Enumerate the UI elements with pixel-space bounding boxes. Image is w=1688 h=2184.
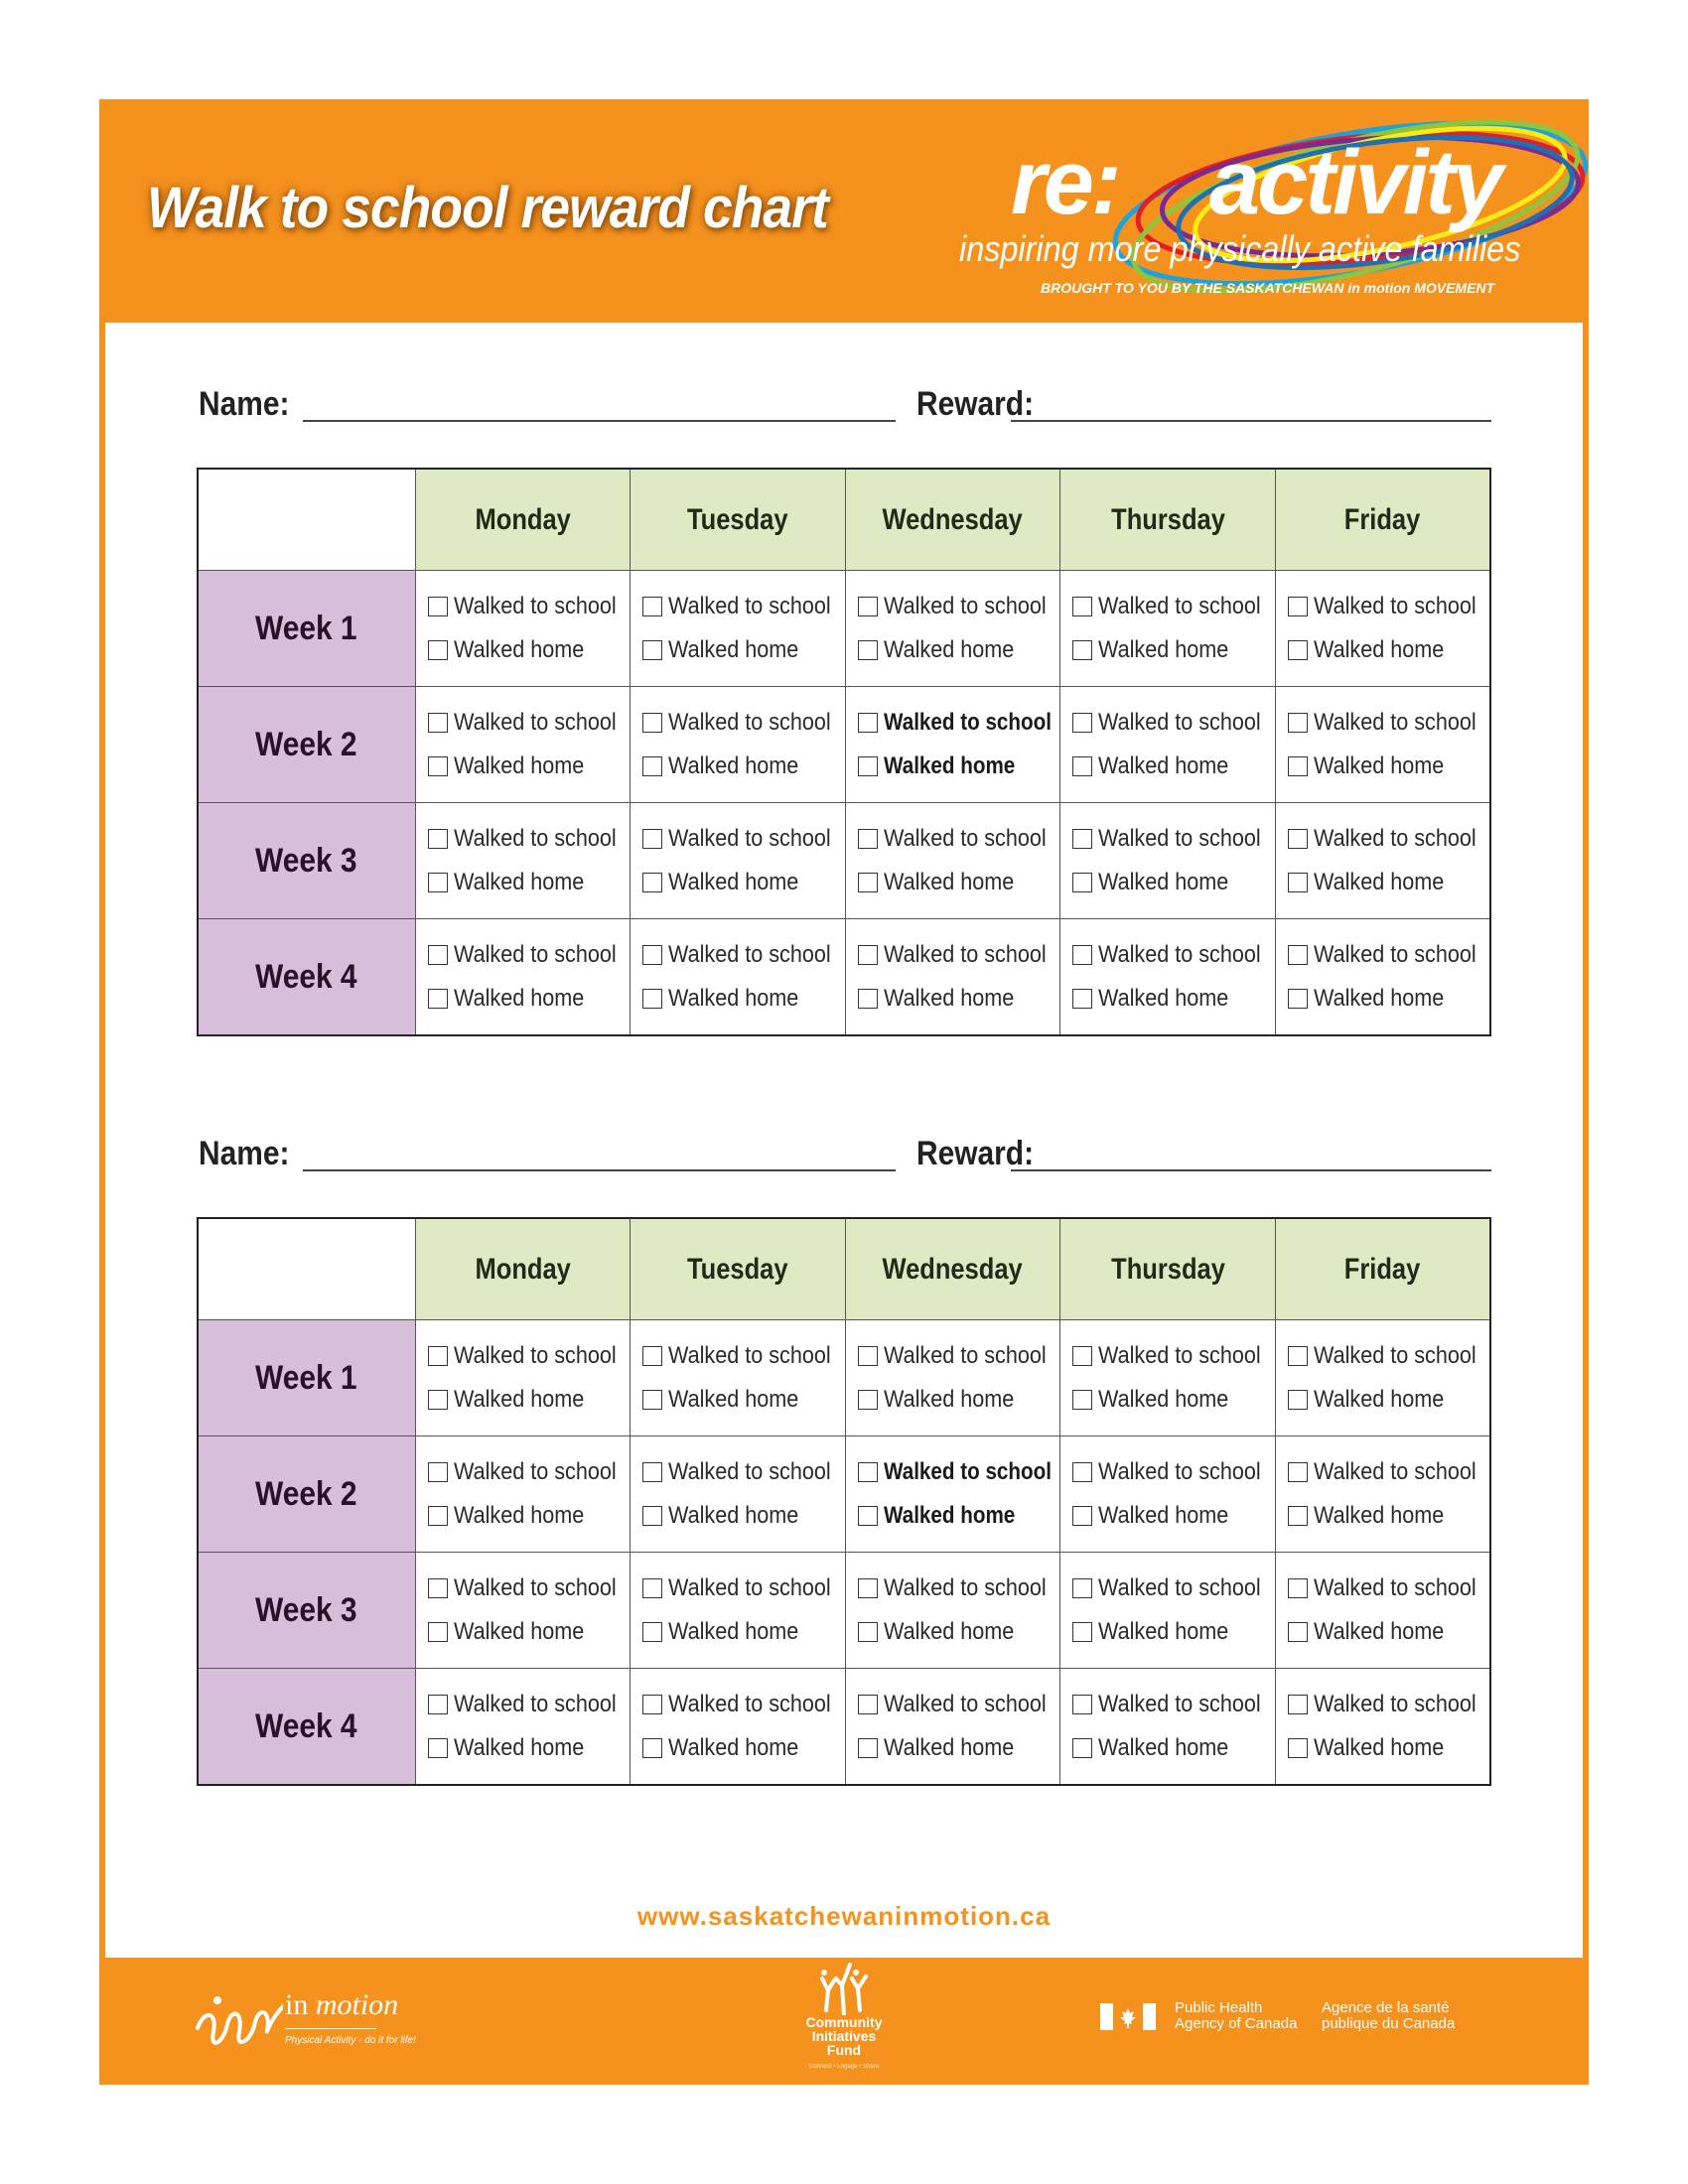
website-link[interactable]: www.saskatchewaninmotion.ca xyxy=(636,1901,1052,1931)
week-label-3: Week 3 xyxy=(198,1553,415,1669)
day-header-tuesday: Tuesday xyxy=(631,1218,846,1320)
checkbox-icon[interactable] xyxy=(1288,1346,1308,1366)
table-row xyxy=(198,1553,1490,1669)
walked-home-checkbox[interactable]: Walked home xyxy=(416,1494,631,1538)
day-cell xyxy=(631,1553,846,1669)
walked-home-checkbox[interactable]: Walked home xyxy=(1060,1494,1275,1538)
walked-to-school-checkbox[interactable]: Walked to school xyxy=(631,1334,845,1378)
walked-home-checkbox[interactable]: Walked home xyxy=(631,1494,845,1538)
day-cell xyxy=(415,571,631,687)
walked-to-school-checkbox[interactable]: Walked to school xyxy=(1276,933,1489,977)
walked-home-checkbox[interactable]: Walked home xyxy=(1276,1726,1489,1770)
walked-to-school-checkbox[interactable]: Walked to school xyxy=(846,817,1060,861)
walked-home-checkbox[interactable]: Walked home xyxy=(846,861,1060,904)
walked-to-school-checkbox[interactable]: Walked to school xyxy=(1060,1683,1275,1726)
checkbox-icon[interactable] xyxy=(1288,1695,1308,1714)
table-row xyxy=(198,687,1490,803)
walked-to-school-checkbox[interactable]: Walked to school xyxy=(1060,933,1275,977)
checkbox-icon[interactable] xyxy=(858,1462,878,1482)
phac-english-name: Public Health Agency of Canada xyxy=(1175,1999,1298,2032)
walked-home-checkbox[interactable]: Walked home xyxy=(1276,861,1489,904)
checkbox-icon[interactable] xyxy=(858,873,878,892)
people-figures-icon xyxy=(814,1961,874,2015)
walked-home-checkbox[interactable]: Walked home xyxy=(1276,1378,1489,1422)
walked-to-school-checkbox[interactable]: Walked to school xyxy=(1060,585,1275,628)
day-cell xyxy=(631,919,846,1036)
day-cell xyxy=(845,803,1060,919)
checkbox-icon[interactable] xyxy=(428,640,448,660)
walked-to-school-checkbox[interactable]: Walked to school xyxy=(1060,701,1275,745)
checkbox-icon[interactable] xyxy=(642,945,662,965)
day-cell xyxy=(631,687,846,803)
day-cell xyxy=(1060,1669,1276,1786)
checkbox-icon[interactable] xyxy=(1288,1462,1308,1482)
in-motion-tagline: Physical Activity - do it for life! xyxy=(285,2035,416,2046)
checkbox-icon[interactable] xyxy=(642,1390,662,1410)
checkbox-icon[interactable] xyxy=(642,1738,662,1758)
checkbox-icon[interactable] xyxy=(858,1346,878,1366)
day-cell xyxy=(845,571,1060,687)
checkbox-icon[interactable] xyxy=(428,1390,448,1410)
checkbox-icon[interactable] xyxy=(1072,1578,1092,1598)
checkbox-icon[interactable] xyxy=(858,1578,878,1598)
checkbox-icon[interactable] xyxy=(1288,756,1308,776)
walked-to-school-checkbox[interactable]: Walked to school xyxy=(631,1567,845,1610)
checkbox-icon[interactable] xyxy=(1072,1738,1092,1758)
walked-home-checkbox[interactable]: Walked home xyxy=(416,1378,631,1422)
day-cell xyxy=(1275,687,1490,803)
brand-subtitle: BROUGHT TO YOU BY THE SASKATCHEWAN in motion MOVEMENT xyxy=(1041,280,1495,296)
walked-to-school-checkbox[interactable]: Walked to school xyxy=(1276,701,1489,745)
walked-to-school-checkbox[interactable]: Walked to school xyxy=(416,1683,631,1726)
checkbox-icon[interactable] xyxy=(642,1462,662,1482)
reward-chart-table-2 xyxy=(197,1217,1491,1786)
week-label-2: Week 2 xyxy=(198,687,415,803)
walked-home-checkbox[interactable]: Walked home xyxy=(1060,861,1275,904)
week-label-4: Week 4 xyxy=(198,1669,415,1786)
day-cell xyxy=(415,1669,631,1786)
walked-to-school-checkbox[interactable]: Walked to school xyxy=(846,933,1060,977)
walked-home-checkbox[interactable]: Walked home xyxy=(846,1610,1060,1654)
walked-to-school-checkbox[interactable]: Walked to school xyxy=(846,1683,1060,1726)
checkbox-icon[interactable] xyxy=(1072,945,1092,965)
day-header-thursday: Thursday xyxy=(1060,469,1276,571)
brand-re: re: xyxy=(1011,132,1119,233)
day-cell xyxy=(1060,687,1276,803)
public-health-agency-logo xyxy=(1100,2000,1497,2040)
walked-to-school-checkbox[interactable]: Walked to school xyxy=(416,1567,631,1610)
walked-home-checkbox[interactable]: Walked home xyxy=(631,1726,845,1770)
walked-to-school-checkbox[interactable]: Walked to school xyxy=(416,701,631,745)
checkbox-icon[interactable] xyxy=(1072,1462,1092,1482)
day-cell xyxy=(631,1320,846,1436)
checkbox-icon[interactable] xyxy=(642,1622,662,1642)
walked-to-school-checkbox[interactable]: Walked to school xyxy=(631,585,845,628)
brand-activity: activity xyxy=(1209,132,1501,233)
checkbox-icon[interactable] xyxy=(1288,873,1308,892)
checkbox-icon[interactable] xyxy=(428,829,448,849)
week-label-3: Week 3 xyxy=(198,803,415,919)
table-row xyxy=(198,803,1490,919)
walked-home-checkbox[interactable]: Walked home xyxy=(846,745,1060,788)
walked-home-checkbox[interactable]: Walked home xyxy=(416,745,631,788)
walked-home-checkbox[interactable]: Walked home xyxy=(1060,1726,1275,1770)
checkbox-icon[interactable] xyxy=(1288,1578,1308,1598)
day-cell xyxy=(415,1436,631,1553)
day-header-wednesday: Wednesday xyxy=(845,1218,1060,1320)
day-cell xyxy=(631,571,846,687)
walked-home-checkbox[interactable]: Walked home xyxy=(1276,977,1489,1021)
day-cell xyxy=(1275,919,1490,1036)
walked-home-checkbox[interactable]: Walked home xyxy=(1060,1610,1275,1654)
day-cell xyxy=(1060,1320,1276,1436)
checkbox-icon[interactable] xyxy=(428,1346,448,1366)
community-initiatives-fund-logo xyxy=(789,1961,899,2080)
checkbox-icon[interactable] xyxy=(858,597,878,616)
checkbox-icon[interactable] xyxy=(858,1695,878,1714)
checkbox-icon[interactable] xyxy=(1288,1390,1308,1410)
walked-home-checkbox[interactable]: Walked home xyxy=(1060,977,1275,1021)
walked-to-school-checkbox[interactable]: Walked to school xyxy=(846,701,1060,745)
checkbox-icon[interactable] xyxy=(428,1578,448,1598)
checkbox-icon[interactable] xyxy=(1072,713,1092,733)
form2-fields xyxy=(199,1132,1491,1181)
walked-home-checkbox[interactable]: Walked home xyxy=(631,977,845,1021)
checkbox-icon[interactable] xyxy=(1072,989,1092,1009)
checkbox-icon[interactable] xyxy=(1288,829,1308,849)
name-label: Name: xyxy=(199,385,290,423)
walked-to-school-checkbox[interactable]: Walked to school xyxy=(1060,817,1275,861)
walked-to-school-checkbox[interactable]: Walked to school xyxy=(1276,1567,1489,1610)
day-cell xyxy=(631,1669,846,1786)
reward-chart-table-1 xyxy=(197,468,1491,1036)
checkbox-icon[interactable] xyxy=(858,713,878,733)
checkbox-icon[interactable] xyxy=(642,873,662,892)
walked-home-checkbox[interactable]: Walked home xyxy=(1276,1494,1489,1538)
day-cell xyxy=(1275,1553,1490,1669)
walked-home-checkbox[interactable]: Walked home xyxy=(416,628,631,672)
re-activity-logo xyxy=(933,99,1589,323)
checkbox-icon[interactable] xyxy=(428,756,448,776)
walked-to-school-checkbox[interactable]: Walked to school xyxy=(416,585,631,628)
name-line-field[interactable] xyxy=(303,1169,896,1171)
walked-home-checkbox[interactable]: Walked home xyxy=(1060,1378,1275,1422)
checkbox-icon[interactable] xyxy=(428,1695,448,1714)
checkbox-icon[interactable] xyxy=(1288,713,1308,733)
checkbox-icon[interactable] xyxy=(858,945,878,965)
day-cell xyxy=(1060,803,1276,919)
day-header-tuesday: Tuesday xyxy=(631,469,846,571)
checkbox-icon[interactable] xyxy=(428,945,448,965)
checkbox-icon[interactable] xyxy=(642,1695,662,1714)
checkbox-icon[interactable] xyxy=(428,873,448,892)
walked-home-checkbox[interactable]: Walked home xyxy=(1060,628,1275,672)
walked-to-school-checkbox[interactable]: Walked to school xyxy=(846,1567,1060,1610)
walked-home-checkbox[interactable]: Walked home xyxy=(416,1726,631,1770)
walked-home-checkbox[interactable]: Walked home xyxy=(846,628,1060,672)
cif-name: Community Initiatives Fund xyxy=(805,2014,883,2058)
table-row xyxy=(198,571,1490,687)
checkbox-icon[interactable] xyxy=(642,1346,662,1366)
walked-home-checkbox[interactable]: Walked home xyxy=(416,1610,631,1654)
walked-to-school-checkbox[interactable]: Walked to school xyxy=(846,1450,1060,1494)
day-cell xyxy=(1275,1436,1490,1553)
walked-home-checkbox[interactable]: Walked home xyxy=(846,977,1060,1021)
walked-home-checkbox[interactable]: Walked home xyxy=(631,1378,845,1422)
walked-home-checkbox[interactable]: Walked home xyxy=(631,861,845,904)
walked-to-school-checkbox[interactable]: Walked to school xyxy=(1060,1450,1275,1494)
divider xyxy=(285,2028,376,2029)
reward-line-field[interactable] xyxy=(1011,420,1491,422)
checkbox-icon[interactable] xyxy=(858,1506,878,1526)
checkbox-icon[interactable] xyxy=(1288,1622,1308,1642)
checkbox-icon[interactable] xyxy=(1288,597,1308,616)
day-header-wednesday: Wednesday xyxy=(845,469,1060,571)
walked-to-school-checkbox[interactable]: Walked to school xyxy=(416,933,631,977)
day-header-friday: Friday xyxy=(1275,1218,1490,1320)
checkbox-icon[interactable] xyxy=(642,597,662,616)
checkbox-icon[interactable] xyxy=(642,640,662,660)
day-cell xyxy=(1275,571,1490,687)
day-cell xyxy=(1275,1320,1490,1436)
walked-home-checkbox[interactable]: Walked home xyxy=(1276,1610,1489,1654)
header-row xyxy=(198,469,1490,571)
walked-home-checkbox[interactable]: Walked home xyxy=(416,861,631,904)
form1-fields xyxy=(199,382,1491,432)
checkbox-icon[interactable] xyxy=(1072,1622,1092,1642)
walked-to-school-checkbox[interactable]: Walked to school xyxy=(1060,1334,1275,1378)
checkbox-icon[interactable] xyxy=(858,1738,878,1758)
checkbox-icon[interactable] xyxy=(642,1578,662,1598)
canada-flag-icon xyxy=(1100,2003,1156,2030)
walked-to-school-checkbox[interactable]: Walked to school xyxy=(1060,1567,1275,1610)
checkbox-icon[interactable] xyxy=(858,756,878,776)
in-motion-wordmark: in motion xyxy=(285,1988,399,2021)
table-row xyxy=(198,1436,1490,1553)
walked-to-school-checkbox[interactable]: Walked to school xyxy=(631,933,845,977)
walked-home-checkbox[interactable]: Walked home xyxy=(846,1378,1060,1422)
checkbox-icon[interactable] xyxy=(858,989,878,1009)
page-title: Walk to school reward chart xyxy=(147,176,828,240)
walked-to-school-checkbox[interactable]: Walked to school xyxy=(1276,1683,1489,1726)
walked-home-checkbox[interactable]: Walked home xyxy=(631,628,845,672)
name-line-field[interactable] xyxy=(303,420,896,422)
day-cell xyxy=(415,803,631,919)
week-label-4: Week 4 xyxy=(198,919,415,1036)
in-motion-logo xyxy=(194,1980,432,2060)
day-cell xyxy=(1060,1436,1276,1553)
walked-home-checkbox[interactable]: Walked home xyxy=(631,1610,845,1654)
corner-cell xyxy=(198,1218,415,1320)
day-cell xyxy=(415,687,631,803)
day-header-monday: Monday xyxy=(415,469,631,571)
week-label-2: Week 2 xyxy=(198,1436,415,1553)
day-cell xyxy=(845,1320,1060,1436)
walked-to-school-checkbox[interactable]: Walked to school xyxy=(1276,1334,1489,1378)
checkbox-icon[interactable] xyxy=(1072,640,1092,660)
table-row xyxy=(198,1320,1490,1436)
name-label: Name: xyxy=(199,1135,290,1172)
checkbox-icon[interactable] xyxy=(428,1462,448,1482)
walked-to-school-checkbox[interactable]: Walked to school xyxy=(631,817,845,861)
walked-home-checkbox[interactable]: Walked home xyxy=(631,745,845,788)
table-row xyxy=(198,919,1490,1036)
checkbox-icon[interactable] xyxy=(1072,1506,1092,1526)
walked-home-checkbox[interactable]: Walked home xyxy=(1276,745,1489,788)
checkbox-icon[interactable] xyxy=(428,989,448,1009)
checkbox-icon[interactable] xyxy=(1288,640,1308,660)
header-row xyxy=(198,1218,1490,1320)
corner-cell xyxy=(198,469,415,571)
walked-to-school-checkbox[interactable]: Walked to school xyxy=(1276,585,1489,628)
checkbox-icon[interactable] xyxy=(428,1738,448,1758)
walked-to-school-checkbox[interactable]: Walked to school xyxy=(1276,817,1489,861)
reward-line-field[interactable] xyxy=(1011,1169,1491,1171)
walked-to-school-checkbox[interactable]: Walked to school xyxy=(631,701,845,745)
day-cell xyxy=(845,919,1060,1036)
checkbox-icon[interactable] xyxy=(1288,1506,1308,1526)
walked-to-school-checkbox[interactable]: Walked to school xyxy=(416,1450,631,1494)
walked-home-checkbox[interactable]: Walked home xyxy=(416,977,631,1021)
checkbox-icon[interactable] xyxy=(1072,756,1092,776)
checkbox-icon[interactable] xyxy=(1072,1390,1092,1410)
checkbox-icon[interactable] xyxy=(428,1506,448,1526)
week-label-1: Week 1 xyxy=(198,571,415,687)
day-cell xyxy=(1060,1553,1276,1669)
walked-to-school-checkbox[interactable]: Walked to school xyxy=(631,1683,845,1726)
walked-to-school-checkbox[interactable]: Walked to school xyxy=(846,585,1060,628)
day-cell xyxy=(415,1320,631,1436)
checkbox-icon[interactable] xyxy=(1072,1695,1092,1714)
day-cell xyxy=(1060,571,1276,687)
walked-home-checkbox[interactable]: Walked home xyxy=(1276,628,1489,672)
checkbox-icon[interactable] xyxy=(1288,945,1308,965)
checkbox-icon[interactable] xyxy=(428,597,448,616)
walked-home-checkbox[interactable]: Walked home xyxy=(846,1726,1060,1770)
checkbox-icon[interactable] xyxy=(858,1390,878,1410)
day-cell xyxy=(845,687,1060,803)
walked-home-checkbox[interactable]: Walked home xyxy=(846,1494,1060,1538)
day-header-thursday: Thursday xyxy=(1060,1218,1276,1320)
checkbox-icon[interactable] xyxy=(858,1622,878,1642)
reward-label: Reward: xyxy=(916,385,1035,423)
checkbox-icon[interactable] xyxy=(1288,1738,1308,1758)
walked-to-school-checkbox[interactable]: Walked to school xyxy=(631,1450,845,1494)
checkbox-icon[interactable] xyxy=(1072,873,1092,892)
checkbox-icon[interactable] xyxy=(642,713,662,733)
checkbox-icon[interactable] xyxy=(1072,597,1092,616)
week-label-1: Week 1 xyxy=(198,1320,415,1436)
checkbox-icon[interactable] xyxy=(858,640,878,660)
checkbox-icon[interactable] xyxy=(428,1622,448,1642)
in-motion-swirl-icon xyxy=(194,1980,283,2055)
day-header-monday: Monday xyxy=(415,1218,631,1320)
checkbox-icon[interactable] xyxy=(858,829,878,849)
day-header-friday: Friday xyxy=(1275,469,1490,571)
walked-to-school-checkbox[interactable]: Walked to school xyxy=(846,1334,1060,1378)
day-cell xyxy=(845,1436,1060,1553)
cif-tagline: Connect • Engage • Share xyxy=(809,2064,879,2070)
walked-to-school-checkbox[interactable]: Walked to school xyxy=(1276,1450,1489,1494)
checkbox-icon[interactable] xyxy=(1288,989,1308,1009)
brand-tagline: inspiring more physically active families xyxy=(959,228,1521,269)
day-cell xyxy=(845,1669,1060,1786)
checkbox-icon[interactable] xyxy=(1072,829,1092,849)
checkbox-icon[interactable] xyxy=(642,989,662,1009)
day-cell xyxy=(1060,919,1276,1036)
checkbox-icon[interactable] xyxy=(1072,1346,1092,1366)
checkbox-icon[interactable] xyxy=(642,1506,662,1526)
day-cell xyxy=(1275,1669,1490,1786)
day-cell xyxy=(845,1553,1060,1669)
day-cell xyxy=(631,1436,846,1553)
checkbox-icon[interactable] xyxy=(428,713,448,733)
day-cell xyxy=(415,1553,631,1669)
day-cell xyxy=(415,919,631,1036)
checkbox-icon[interactable] xyxy=(642,756,662,776)
day-cell xyxy=(1275,803,1490,919)
walked-to-school-checkbox[interactable]: Walked to school xyxy=(416,817,631,861)
checkbox-icon[interactable] xyxy=(642,829,662,849)
walked-to-school-checkbox[interactable]: Walked to school xyxy=(416,1334,631,1378)
reward-label: Reward: xyxy=(916,1135,1035,1172)
walked-home-checkbox[interactable]: Walked home xyxy=(1060,745,1275,788)
phac-french-name: Agence de la santé publique du Canada xyxy=(1322,1999,1456,2032)
table-row xyxy=(198,1669,1490,1786)
day-cell xyxy=(631,803,846,919)
